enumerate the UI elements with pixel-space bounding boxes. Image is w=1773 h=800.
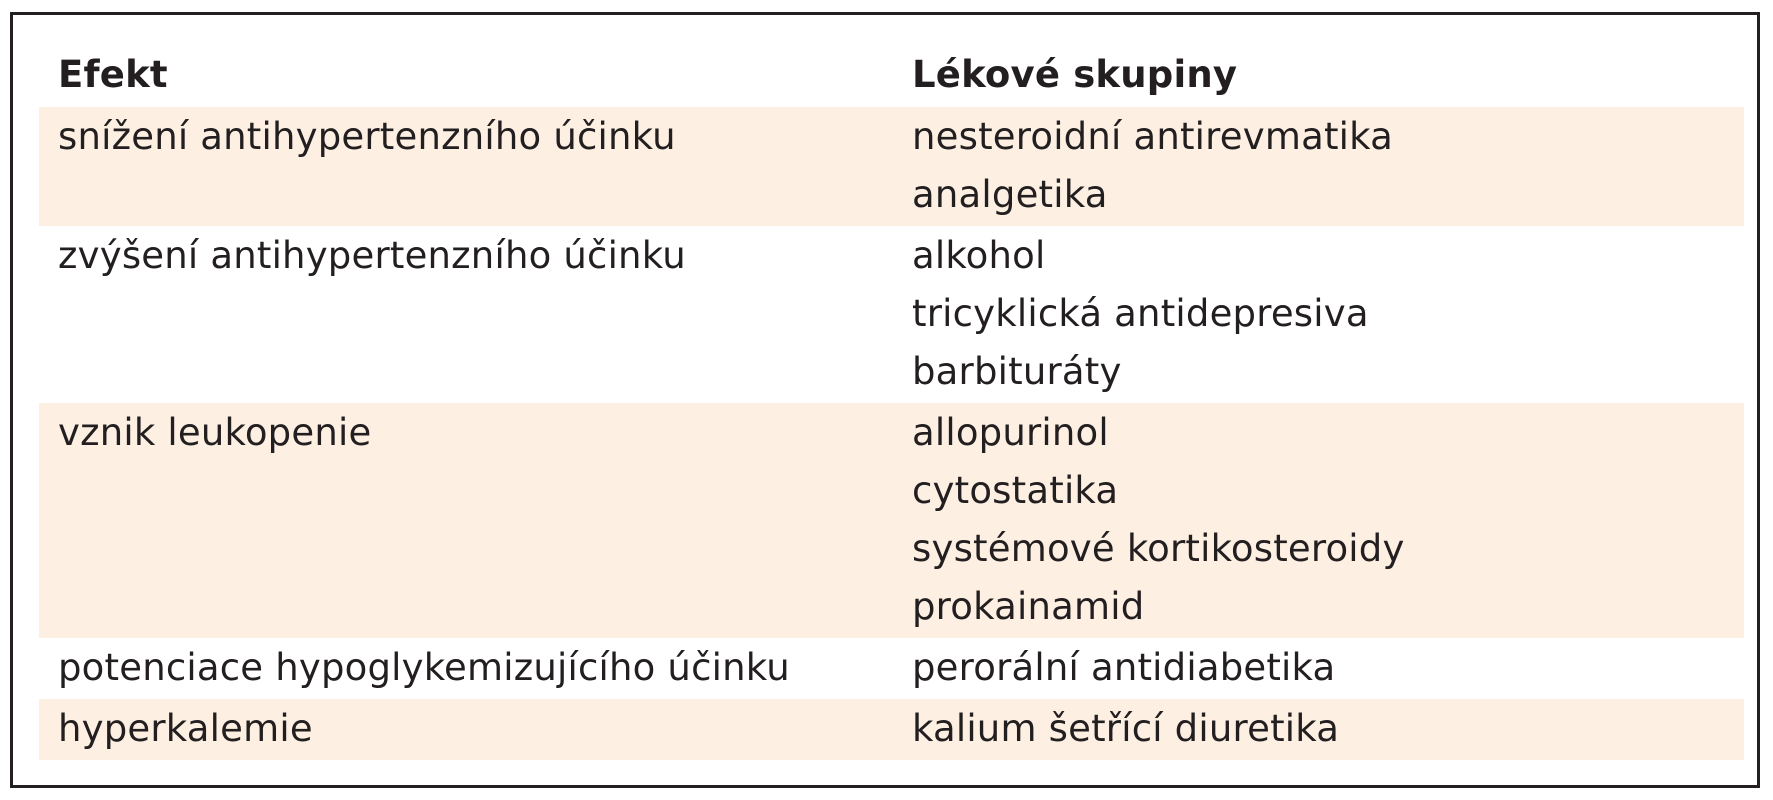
table-row: [39, 699, 1744, 760]
drug-group-item: cytostatika: [912, 469, 1119, 512]
column-header-effect: Efekt: [58, 53, 168, 96]
drug-groups-cell: [893, 107, 1744, 226]
drug-group-item: tricyklická antidepresiva: [912, 292, 1369, 335]
drug-groups-cell: [893, 226, 1744, 403]
column-header-drug-groups: Lékové skupiny: [912, 53, 1238, 96]
effect-cell: potenciace hypoglykemizujícího účinku: [58, 646, 790, 689]
drug-group-item: kalium šetřící diuretika: [912, 707, 1340, 750]
drug-groups-cell: [893, 403, 1744, 638]
drug-groups-cell: [893, 699, 1744, 760]
table-row: [39, 638, 1744, 699]
drug-group-item: alkohol: [912, 234, 1046, 277]
table-row: [39, 226, 1744, 403]
table-row: [39, 403, 1744, 638]
effect-cell: zvýšení antihypertenzního účinku: [58, 234, 686, 277]
drug-group-item: allopurinol: [912, 411, 1109, 454]
drug-groups-cell: [893, 638, 1744, 699]
drug-group-item: prokainamid: [912, 585, 1145, 628]
drug-group-item: barbituráty: [912, 350, 1122, 393]
drug-group-item: nesteroidní antirevmatika: [912, 115, 1393, 158]
effect-cell: snížení antihypertenzního účinku: [39, 107, 893, 226]
table-header-row: [39, 43, 1744, 107]
drug-group-item: perorální antidiabetika: [912, 646, 1336, 689]
effect-cell: vznik leukopenie: [39, 403, 893, 638]
table-row: [39, 107, 1744, 226]
effect-cell: hyperkalemie: [39, 699, 893, 760]
table-frame: [10, 12, 1760, 788]
drug-group-item: systémové kortikosteroidy: [912, 527, 1405, 570]
drug-group-item: analgetika: [912, 173, 1108, 216]
drug-interaction-table: [39, 43, 1744, 760]
